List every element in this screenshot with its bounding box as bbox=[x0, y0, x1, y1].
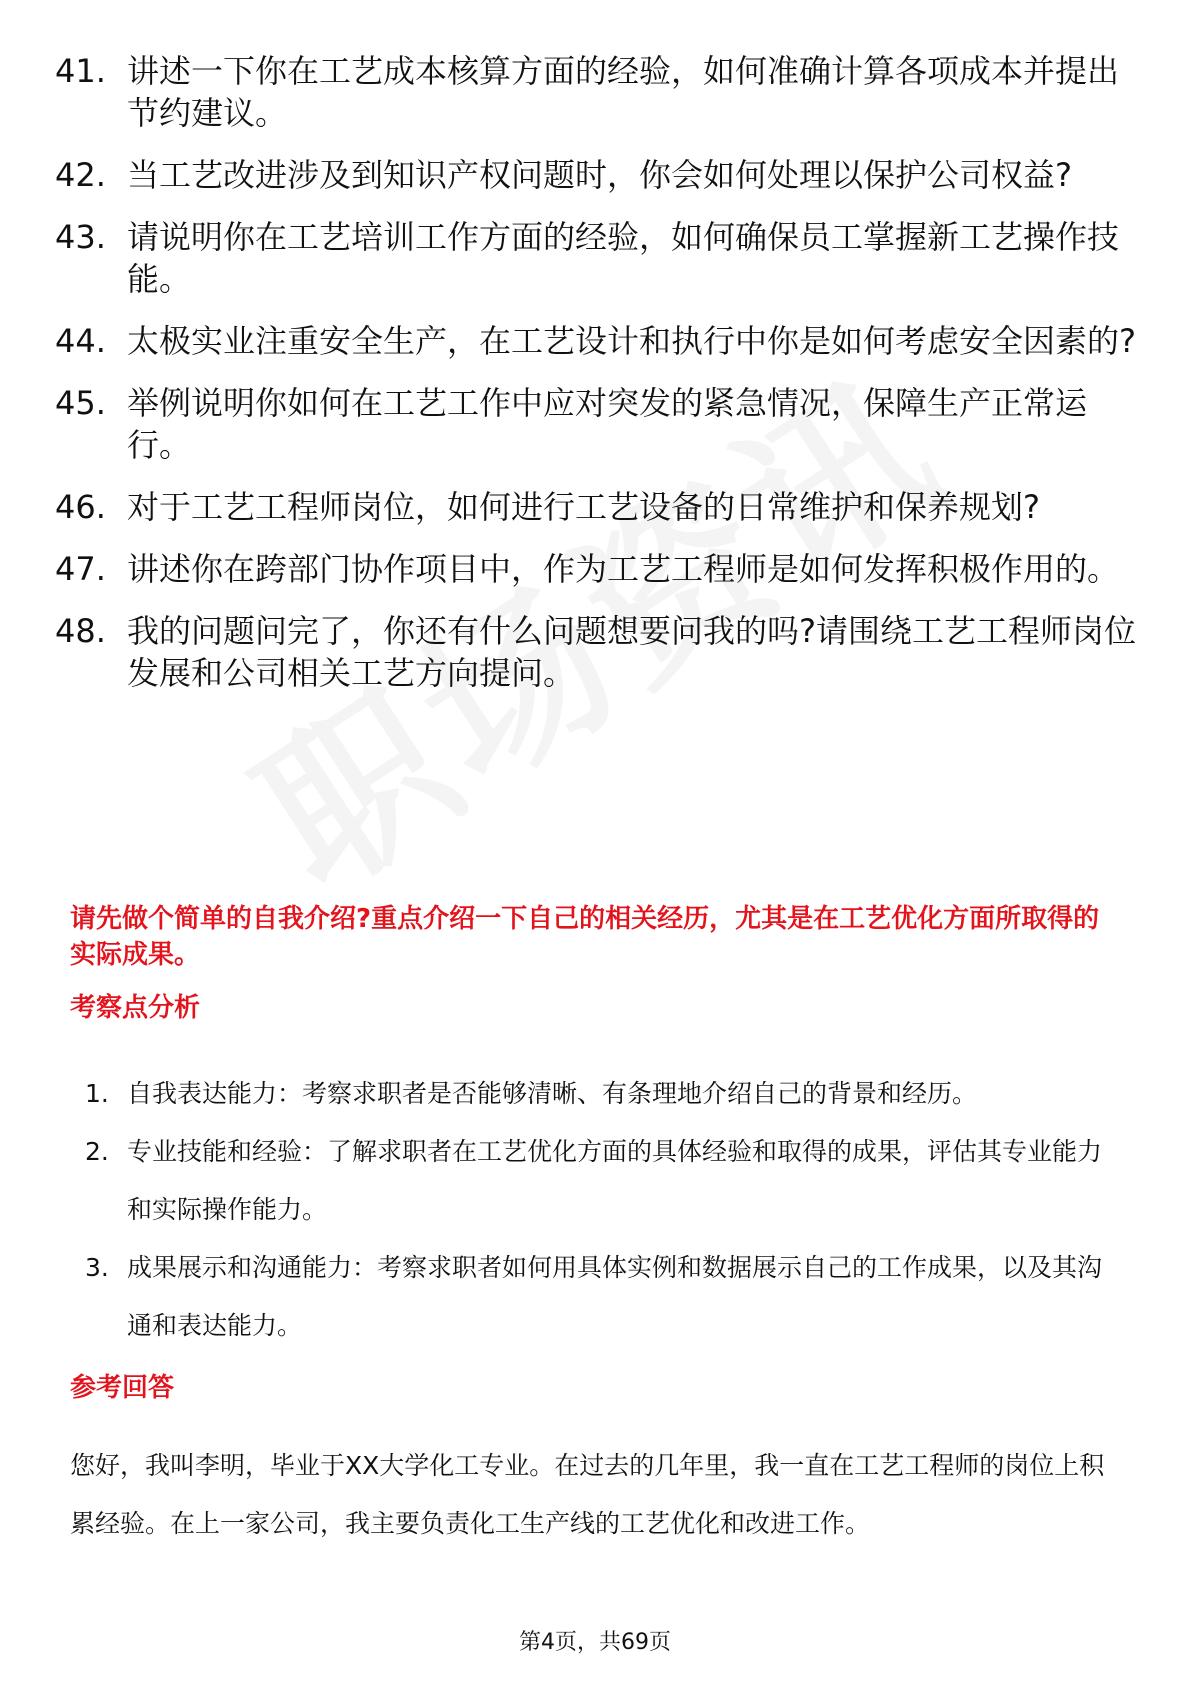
question-item bbox=[55, 154, 1137, 196]
question-text: 当工艺改进涉及到知识产权问题时，你会如何处理以保护公司权益? bbox=[127, 156, 1072, 194]
analysis-item bbox=[85, 1065, 1125, 1123]
highlight-question: 请先做个简单的自我介绍?重点介绍一下自己的相关经历，尤其是在工艺优化方面所取得的实际成果。 bbox=[70, 904, 1100, 970]
question-item bbox=[55, 548, 1137, 590]
analysis-list bbox=[85, 1065, 1125, 1355]
question-item bbox=[55, 382, 1137, 466]
question-item bbox=[55, 320, 1137, 362]
question-number: 46. bbox=[55, 488, 106, 526]
analysis-title: 考察点分析 bbox=[70, 993, 201, 1023]
question-item bbox=[55, 216, 1137, 300]
question-number: 42. bbox=[55, 156, 106, 194]
question-list bbox=[55, 50, 1135, 714]
analysis-number: 3. bbox=[85, 1253, 109, 1282]
question-number: 47. bbox=[55, 550, 106, 588]
question-text: 请说明你在工艺培训工作方面的经验，如何确保员工掌握新工艺操作技能。 bbox=[127, 218, 1120, 298]
answer-text: 您好，我叫李明，毕业于XX大学化工专业。在过去的几年里，我一直在工艺工程师的岗位上积累经验。在上一家公司，我主要负责化工生产线的工艺优化和改进工作。 bbox=[70, 1451, 1105, 1538]
answer-title: 参考回答 bbox=[70, 1373, 175, 1403]
question-text: 对于工艺工程师岗位，如何进行工艺设备的日常维护和保养规划? bbox=[127, 488, 1040, 526]
question-number: 41. bbox=[55, 52, 106, 90]
question-item bbox=[55, 50, 1137, 134]
analysis-item bbox=[85, 1239, 1125, 1355]
question-item bbox=[55, 610, 1137, 694]
question-number: 44. bbox=[55, 322, 106, 360]
analysis-text: 成果展示和沟通能力：考察求职者如何用具体实例和数据展示自己的工作成果，以及其沟通和表达能力。 bbox=[127, 1253, 1103, 1340]
question-text: 举例说明你如何在工艺工作中应对突发的紧急情况，保障生产正常运行。 bbox=[127, 384, 1088, 464]
analysis-item bbox=[85, 1123, 1125, 1239]
question-text: 讲述一下你在工艺成本核算方面的经验，如何准确计算各项成本并提出节约建议。 bbox=[127, 52, 1120, 132]
question-text: 太极实业注重安全生产，在工艺设计和执行中你是如何考虑安全因素的? bbox=[127, 322, 1136, 360]
analysis-number: 1. bbox=[85, 1079, 109, 1108]
question-item bbox=[55, 486, 1137, 528]
question-text: 我的问题问完了，你还有什么问题想要问我的吗?请围绕工艺工程师岗位发展和公司相关工艺方向提问。 bbox=[127, 612, 1136, 692]
analysis-text: 自我表达能力：考察求职者是否能够清晰、有条理地介绍自己的背景和经历。 bbox=[127, 1079, 978, 1108]
page-footer: 第4页，共69页 bbox=[519, 1630, 671, 1655]
analysis-text: 专业技能和经验：了解求职者在工艺优化方面的具体经验和取得的成果，评估其专业能力和实际操作能力。 bbox=[127, 1137, 1103, 1224]
question-number: 43. bbox=[55, 218, 106, 256]
analysis-number: 2. bbox=[85, 1137, 109, 1166]
question-number: 48. bbox=[55, 612, 106, 650]
question-text: 讲述你在跨部门协作项目中，作为工艺工程师是如何发挥积极作用的。 bbox=[127, 550, 1120, 588]
question-number: 45. bbox=[55, 384, 106, 422]
